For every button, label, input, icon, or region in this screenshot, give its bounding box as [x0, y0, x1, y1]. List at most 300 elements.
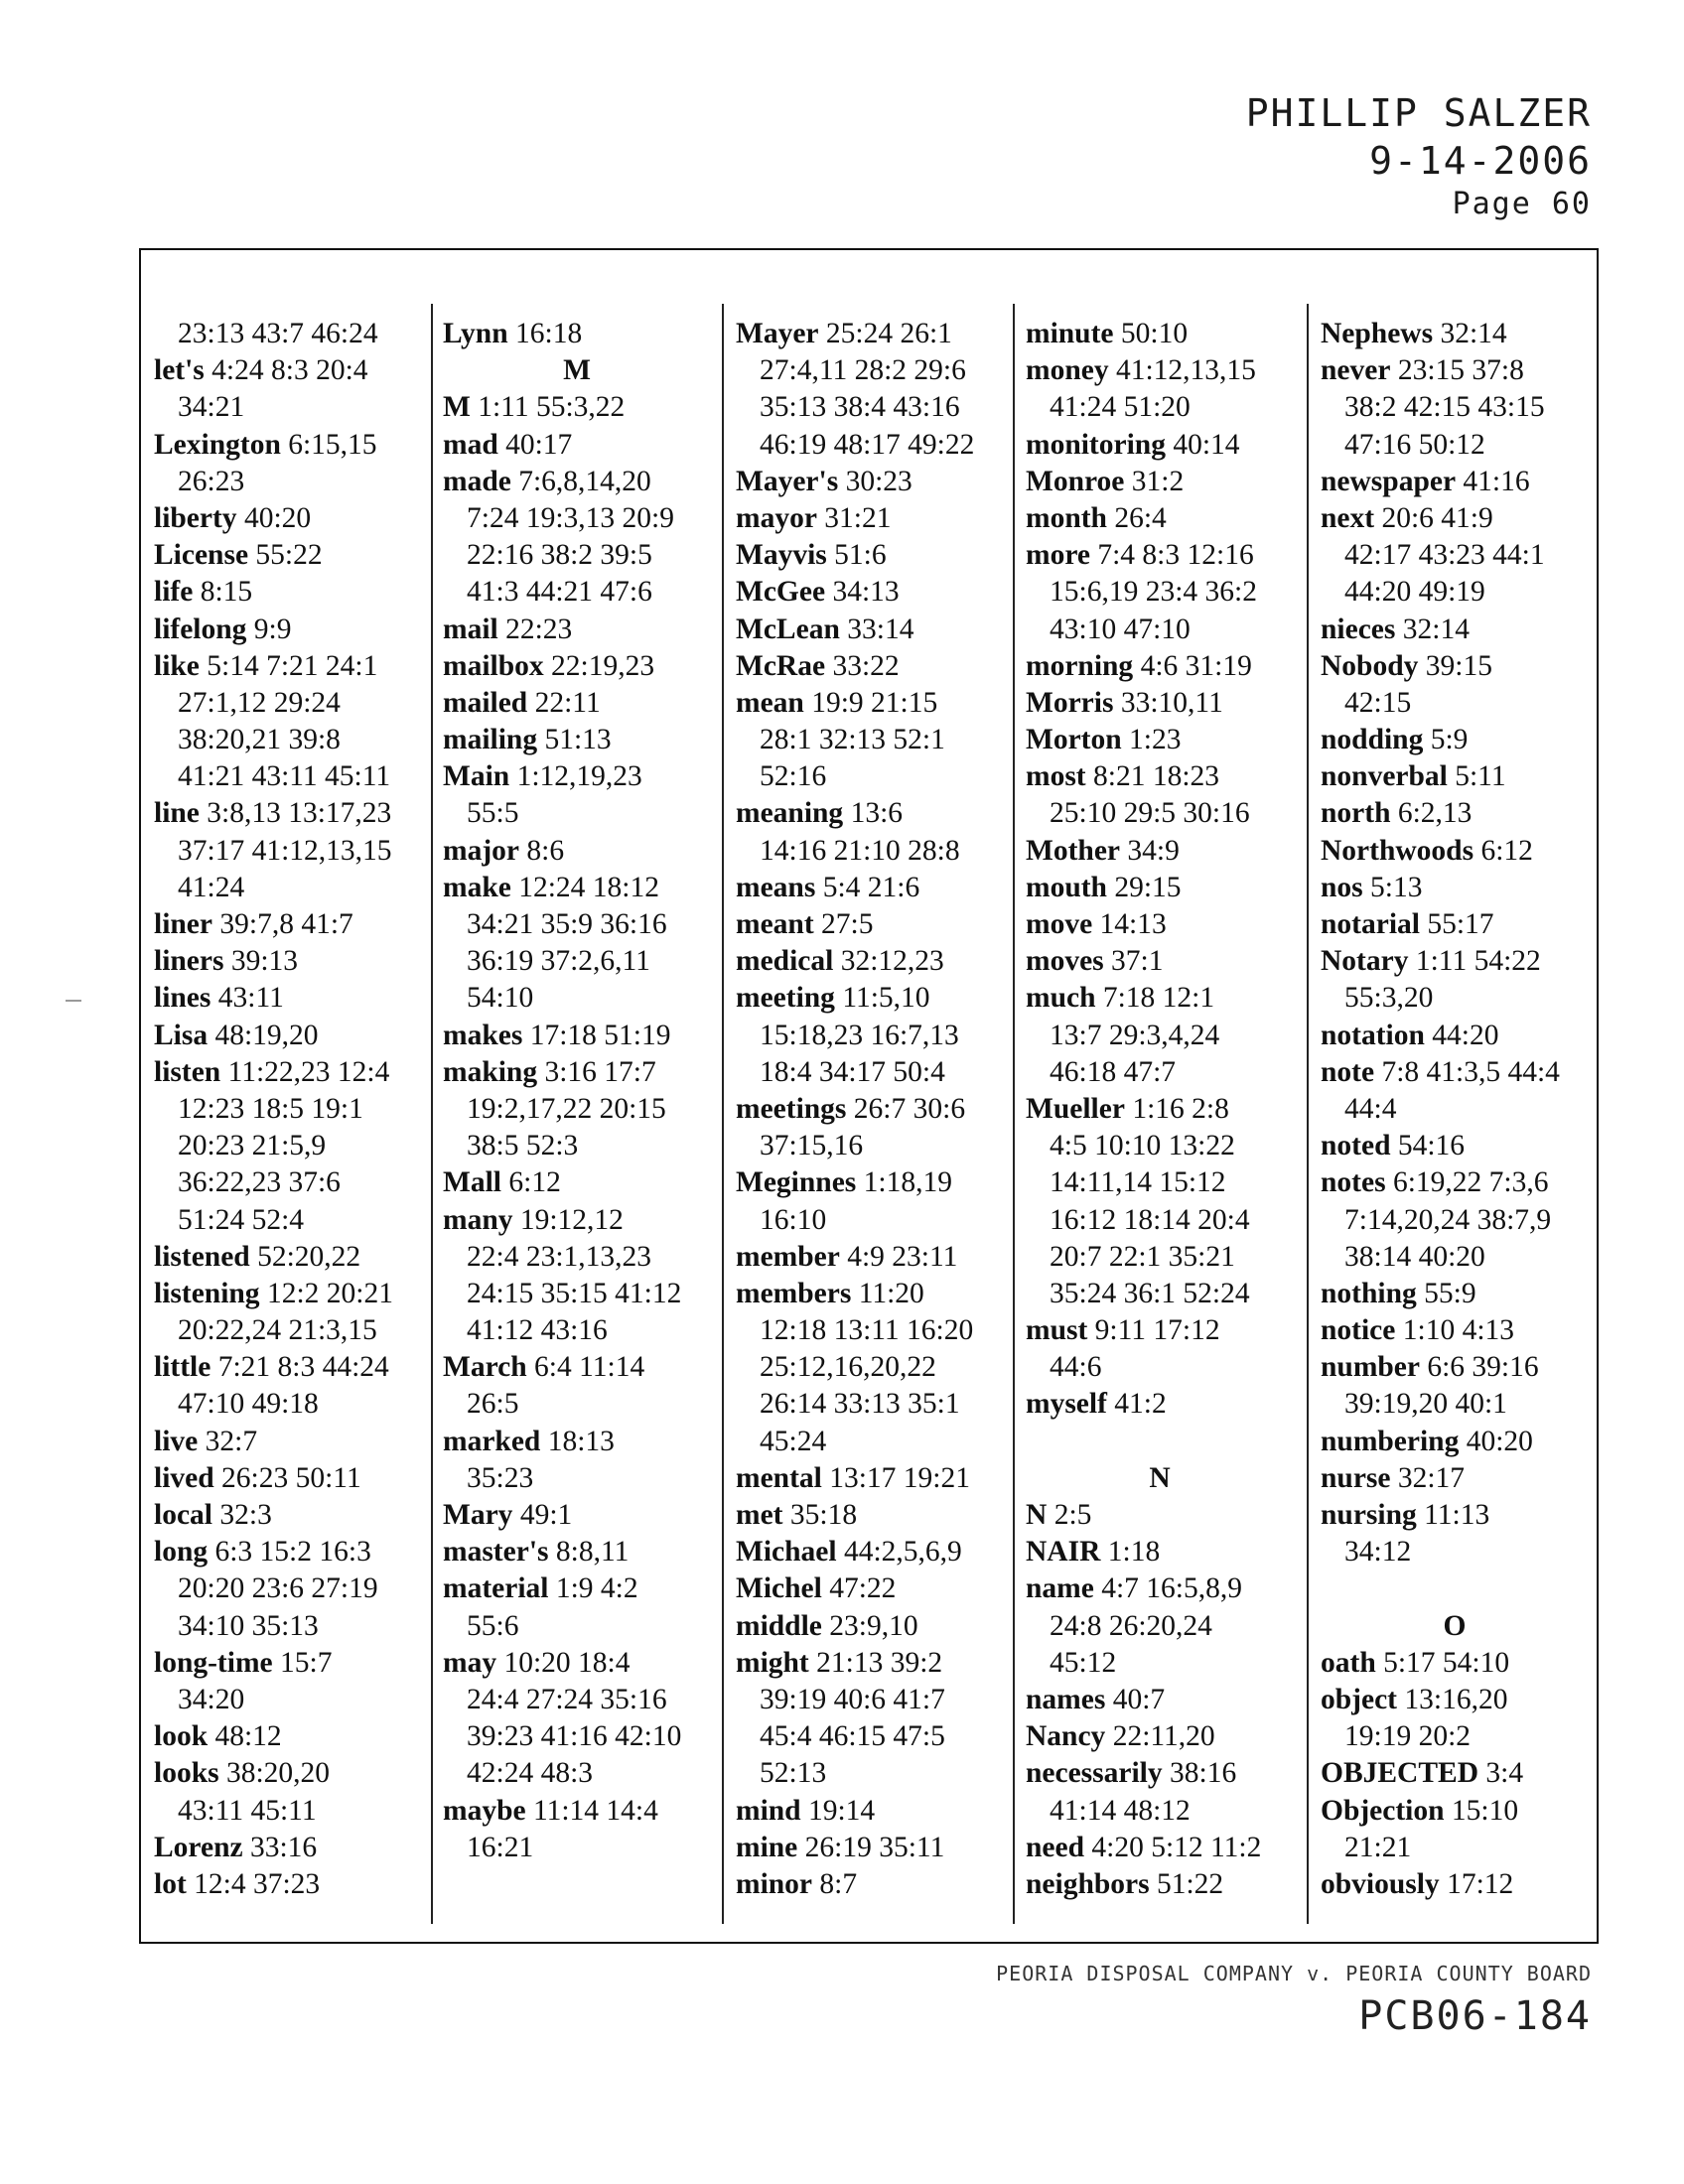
page-line-refs: 12:24 18:12 — [518, 871, 659, 903]
page-line-refs: 13:7 29:3,4,24 — [1050, 1019, 1220, 1051]
page-line-refs: 22:16 38:2 39:5 — [467, 539, 652, 572]
page-line-refs: 16:21 — [467, 1831, 534, 1863]
index-word: may — [443, 1646, 497, 1679]
index-entry-continuation — [154, 316, 420, 352]
index-entry — [736, 1460, 1004, 1497]
index-word: makes — [443, 1019, 523, 1051]
index-entry-continuation — [443, 1128, 711, 1164]
index-word: meeting — [736, 982, 835, 1015]
index-entry — [154, 1718, 420, 1755]
index-entry — [736, 1164, 1004, 1201]
index-entry-continuation — [154, 1202, 420, 1239]
page-line-refs: 15:18,23 16:7,13 — [760, 1019, 959, 1051]
index-word: newspaper — [1321, 465, 1457, 497]
index-word: N — [1026, 1499, 1048, 1531]
page-line-refs: 35:13 38:4 43:16 — [760, 391, 960, 424]
index-entry — [154, 352, 420, 389]
index-entry-continuation — [443, 795, 711, 832]
index-word: moves — [1026, 945, 1104, 978]
index-entry — [736, 612, 1004, 648]
index-word: minute — [1026, 318, 1114, 349]
index-word: myself — [1026, 1388, 1107, 1421]
index-entry-continuation — [154, 1608, 420, 1645]
index-entry — [1321, 1312, 1589, 1349]
index-word: McGee — [736, 576, 826, 609]
page-line-refs: 30:23 — [845, 465, 912, 497]
index-entry-continuation — [736, 1718, 1004, 1755]
index-word: mind — [736, 1794, 801, 1827]
page-line-refs: 9:11 17:12 — [1094, 1314, 1220, 1347]
index-word: month — [1026, 501, 1107, 534]
index-entry — [1321, 906, 1589, 943]
index-word: notarial — [1321, 908, 1420, 940]
index-entry-continuation — [1321, 980, 1589, 1017]
index-word: Mayer's — [736, 465, 839, 497]
index-word: need — [1026, 1831, 1084, 1863]
index-word: mailbox — [443, 649, 544, 682]
index-column-1 — [154, 316, 420, 1903]
index-word: object — [1321, 1683, 1397, 1715]
index-word: name — [1026, 1572, 1094, 1605]
index-column-3 — [736, 316, 1004, 1903]
page-line-refs: 43:10 47:10 — [1050, 613, 1191, 645]
index-entry-continuation — [1321, 427, 1589, 464]
page-line-refs: 14:16 21:10 28:8 — [760, 834, 960, 867]
index-entry-continuation — [443, 1276, 711, 1312]
page-line-refs: 8:7 — [819, 1867, 858, 1900]
index-entry — [1026, 1497, 1294, 1534]
page-line-refs: 5:13 — [1370, 871, 1423, 903]
index-entry — [443, 648, 711, 685]
index-entry — [1321, 722, 1589, 758]
index-entry — [1026, 427, 1294, 464]
index-entry-continuation — [736, 1128, 1004, 1164]
index-entry-continuation — [736, 1202, 1004, 1239]
page-line-refs: 19:9 21:15 — [811, 686, 938, 719]
page-line-refs: 2:5 — [1053, 1499, 1092, 1531]
index-entry — [1321, 1460, 1589, 1497]
page-line-refs: 10:20 18:4 — [503, 1646, 631, 1679]
page-line-refs: 1:9 4:2 — [555, 1572, 638, 1605]
index-word: names — [1026, 1683, 1106, 1715]
page-line-refs: 42:17 43:23 44:1 — [1344, 539, 1545, 572]
index-entry-continuation — [1026, 1202, 1294, 1239]
index-entry-continuation — [1321, 1718, 1589, 1755]
index-word: Nancy — [1026, 1720, 1106, 1753]
page-line-refs: 40:20 — [1466, 1425, 1533, 1457]
index-entry-continuation — [736, 1424, 1004, 1460]
page-line-refs: 34:10 35:13 — [178, 1609, 319, 1642]
page-line-refs: 46:19 48:17 49:22 — [760, 428, 975, 461]
index-entry — [1321, 758, 1589, 795]
index-word: nothing — [1321, 1277, 1417, 1309]
page-line-refs: 12:4 37:23 — [194, 1867, 321, 1900]
index-entry — [1321, 500, 1589, 537]
index-entry-continuation — [154, 1386, 420, 1423]
page-line-refs: 5:14 7:21 24:1 — [207, 649, 378, 682]
index-entry-continuation — [154, 1312, 420, 1349]
index-entry — [736, 980, 1004, 1017]
index-word: nos — [1321, 871, 1363, 903]
index-entry — [736, 1534, 1004, 1570]
page-line-refs: 26:4 — [1114, 501, 1167, 534]
page-line-refs: 6:2,13 — [1397, 797, 1473, 830]
index-entry — [736, 870, 1004, 906]
page-line-refs: 46:18 47:7 — [1050, 1055, 1177, 1088]
index-entry — [1321, 464, 1589, 500]
page-line-refs: 20:20 23:6 27:19 — [178, 1572, 378, 1605]
index-entry — [154, 980, 420, 1017]
index-word: minor — [736, 1867, 813, 1900]
index-word: nieces — [1321, 613, 1396, 645]
page-line-refs: 8:15 — [200, 576, 253, 609]
index-entry-continuation — [736, 1312, 1004, 1349]
index-word: live — [154, 1425, 199, 1457]
index-entry — [736, 1866, 1004, 1903]
index-entry-continuation — [443, 1460, 711, 1497]
index-entry — [154, 500, 420, 537]
page-line-refs: 1:11 54:22 — [1415, 945, 1541, 978]
section-letter: M — [563, 354, 591, 387]
index-word: mental — [736, 1461, 822, 1494]
index-word: mayor — [736, 501, 817, 534]
index-entry — [154, 1866, 420, 1903]
index-entry — [1026, 870, 1294, 906]
page-line-refs: 47:22 — [829, 1572, 897, 1605]
page-line-refs: 43:11 — [217, 982, 284, 1015]
page-line-refs: 11:13 — [1424, 1499, 1490, 1531]
index-word: notes — [1321, 1166, 1386, 1199]
page-line-refs: 32:7 — [205, 1425, 258, 1457]
page-line-refs: 54:10 — [467, 982, 534, 1015]
column-divider — [431, 304, 433, 1924]
page-line-refs: 48:12 — [214, 1720, 282, 1753]
index-word: Michel — [736, 1572, 822, 1605]
page-line-refs: 38:14 40:20 — [1344, 1240, 1485, 1273]
index-entry — [736, 1276, 1004, 1312]
page-line-refs: 45:4 46:15 47:5 — [760, 1720, 945, 1753]
page-line-refs: 19:12,12 — [519, 1203, 624, 1236]
index-word: Mother — [1026, 834, 1121, 867]
page-line-refs: 26:14 33:13 35:1 — [760, 1388, 960, 1421]
page-line-refs: 7:6,8,14,20 — [518, 465, 651, 497]
index-entry — [736, 1830, 1004, 1866]
page-line-refs: 25:12,16,20,22 — [760, 1351, 936, 1384]
index-word: members — [736, 1277, 852, 1309]
index-entry-continuation — [154, 1793, 420, 1830]
index-entry-continuation — [443, 906, 711, 943]
page-line-refs: 5:4 21:6 — [822, 871, 920, 903]
index-entry — [443, 1793, 711, 1830]
page-line-refs: 18:4 34:17 50:4 — [760, 1055, 945, 1088]
index-word: monitoring — [1026, 428, 1166, 461]
page-line-refs: 19:19 20:2 — [1344, 1720, 1472, 1753]
index-entry-continuation — [443, 1091, 711, 1128]
index-entry — [736, 648, 1004, 685]
column-divider — [722, 304, 724, 1924]
index-entry — [736, 685, 1004, 722]
page-line-refs: 22:19,23 — [551, 649, 655, 682]
index-entry — [1321, 943, 1589, 980]
index-entry — [1321, 1793, 1589, 1830]
index-entry — [1026, 685, 1294, 722]
index-word: met — [736, 1499, 783, 1531]
index-entry — [1321, 352, 1589, 389]
page-line-refs: 21:13 39:2 — [816, 1646, 943, 1679]
index-word: major — [443, 834, 519, 867]
deposition-date: 9-14-2006 — [1369, 139, 1592, 183]
page-line-refs: 47:16 50:12 — [1344, 428, 1485, 461]
index-entry-continuation — [154, 1091, 420, 1128]
page-line-refs: 32:3 — [219, 1499, 272, 1531]
index-entry-continuation — [443, 1312, 711, 1349]
page-line-refs: 37:17 41:12,13,15 — [178, 834, 392, 867]
page-line-refs: 7:14,20,24 38:7,9 — [1344, 1203, 1552, 1236]
index-entry — [1026, 1718, 1294, 1755]
index-entry-continuation — [736, 722, 1004, 758]
index-word: Notary — [1321, 945, 1409, 978]
index-word: notation — [1321, 1019, 1425, 1051]
index-entry — [154, 1276, 420, 1312]
index-entry-continuation — [736, 389, 1004, 426]
index-entry — [1321, 1424, 1589, 1460]
index-entry-continuation — [1026, 1276, 1294, 1312]
index-entry — [1026, 943, 1294, 980]
index-entry — [1026, 1682, 1294, 1718]
index-entry-continuation — [1026, 1018, 1294, 1054]
page-line-refs: 16:12 18:14 20:4 — [1050, 1203, 1250, 1236]
page-line-refs: 41:2 — [1114, 1388, 1167, 1421]
index-word: liners — [154, 945, 224, 978]
index-entry-continuation — [736, 352, 1004, 389]
index-entry — [154, 1755, 420, 1792]
page-line-refs: 3:8,13 13:17,23 — [207, 797, 392, 830]
index-entry — [1321, 1128, 1589, 1164]
index-entry — [1026, 833, 1294, 870]
page-line-refs: 55:5 — [467, 797, 519, 830]
page-line-refs: 35:23 — [467, 1461, 534, 1494]
page-line-refs: 11:5,10 — [842, 982, 930, 1015]
index-entry — [1321, 316, 1589, 352]
index-word: line — [154, 797, 200, 830]
index-word: License — [154, 539, 249, 572]
page-line-refs: 34:20 — [178, 1683, 245, 1715]
page-line-refs: 6:3 15:2 16:3 — [214, 1536, 371, 1569]
index-word: money — [1026, 354, 1109, 387]
index-entry — [1026, 1570, 1294, 1607]
index-word: meant — [736, 908, 814, 940]
index-entry — [443, 464, 711, 500]
page-line-refs: 48:19,20 — [214, 1019, 319, 1051]
index-word: medical — [736, 945, 834, 978]
index-word: nurse — [1321, 1461, 1391, 1494]
index-entry — [1321, 1164, 1589, 1201]
index-word: listen — [154, 1055, 221, 1088]
page-line-refs: 14:11,14 15:12 — [1050, 1166, 1226, 1199]
page-line-refs: 24:8 26:20,24 — [1050, 1609, 1212, 1642]
index-word: mail — [443, 613, 498, 645]
page-line-refs: 1:16 2:8 — [1132, 1092, 1229, 1125]
page-line-refs: 7:24 19:3,13 20:9 — [467, 501, 674, 534]
index-entry-continuation — [443, 1239, 711, 1276]
index-entry — [1321, 1682, 1589, 1718]
index-entry — [154, 1349, 420, 1386]
index-entry — [443, 722, 711, 758]
page-line-refs: 39:13 — [230, 945, 299, 978]
index-entry-continuation — [154, 722, 420, 758]
index-word: maybe — [443, 1794, 526, 1827]
index-word: OBJECTED — [1321, 1757, 1479, 1790]
index-word: number — [1321, 1351, 1420, 1384]
index-entry — [154, 537, 420, 574]
index-entry-continuation — [736, 1018, 1004, 1054]
page-line-refs: 38:5 52:3 — [467, 1130, 579, 1162]
index-word: many — [443, 1203, 513, 1236]
page-line-refs: 51:24 52:4 — [178, 1203, 305, 1236]
page-line-refs: 3:16 17:7 — [544, 1055, 656, 1088]
index-word: NAIR — [1026, 1536, 1101, 1569]
page-line-refs: 13:6 — [850, 797, 904, 830]
page-line-refs: 50:10 — [1120, 318, 1189, 349]
index-column-5 — [1321, 316, 1589, 1903]
index-word: much — [1026, 982, 1096, 1015]
section-letter: N — [1149, 1461, 1171, 1494]
page-line-refs: 7:8 41:3,5 44:4 — [1381, 1055, 1560, 1088]
page-line-refs: 8:21 18:23 — [1093, 760, 1220, 793]
index-word: means — [736, 871, 816, 903]
index-entry-continuation — [154, 685, 420, 722]
index-word: next — [1321, 501, 1375, 534]
index-entry — [443, 1202, 711, 1239]
index-word: made — [443, 465, 511, 497]
page-line-refs: 23:9,10 — [829, 1609, 918, 1642]
page-line-refs: 20:22,24 21:3,15 — [178, 1314, 377, 1347]
page-line-refs: 55:22 — [255, 539, 323, 572]
index-word: McRae — [736, 649, 826, 682]
index-entry-continuation — [1321, 574, 1589, 611]
page-line-refs: 26:23 50:11 — [221, 1461, 361, 1494]
index-entry — [154, 612, 420, 648]
index-word: like — [154, 649, 200, 682]
index-entry — [154, 427, 420, 464]
index-entry — [154, 1534, 420, 1570]
index-entry — [1321, 1866, 1589, 1903]
index-word: nonverbal — [1321, 760, 1448, 793]
index-word: Nobody — [1321, 649, 1419, 682]
blank-line — [1026, 1424, 1294, 1460]
index-word: lifelong — [154, 613, 247, 645]
page-line-refs: 26:7 30:6 — [853, 1092, 966, 1125]
index-entry-continuation — [1026, 1164, 1294, 1201]
page-line-refs: 44:20 — [1432, 1019, 1499, 1051]
index-entry — [1321, 1054, 1589, 1091]
index-entry — [736, 1497, 1004, 1534]
index-entry — [736, 1608, 1004, 1645]
page-line-refs: 55:6 — [467, 1609, 519, 1642]
index-word: material — [443, 1572, 549, 1605]
index-entry-continuation — [736, 427, 1004, 464]
index-entry — [443, 1018, 711, 1054]
index-entry-continuation — [443, 943, 711, 980]
page-line-refs: 41:12 43:16 — [467, 1314, 608, 1347]
page-line-refs: 38:20,21 39:8 — [178, 724, 341, 756]
index-entry — [443, 389, 711, 426]
page-line-refs: 36:19 37:2,6,11 — [467, 945, 650, 978]
index-entry — [1026, 648, 1294, 685]
page-line-refs: 55:9 — [1424, 1277, 1476, 1309]
index-word: necessarily — [1026, 1757, 1163, 1790]
index-entry — [154, 1018, 420, 1054]
index-word: lived — [154, 1461, 214, 1494]
index-word: making — [443, 1055, 538, 1088]
page-line-refs: 6:12 — [1480, 834, 1533, 867]
index-entry-continuation — [154, 1682, 420, 1718]
index-entry — [736, 574, 1004, 611]
index-entry — [154, 795, 420, 832]
index-entry — [1321, 833, 1589, 870]
page-line-refs: 23:13 43:7 46:24 — [178, 318, 378, 349]
page-line-refs: 45:24 — [760, 1425, 827, 1457]
index-word: marked — [443, 1425, 541, 1457]
page-line-refs: 1:23 — [1129, 724, 1182, 756]
index-entry-continuation — [154, 870, 420, 906]
page-line-refs: 42:15 — [1344, 686, 1412, 719]
page-line-refs: 19:2,17,22 20:15 — [467, 1092, 666, 1125]
index-word: never — [1321, 354, 1391, 387]
index-entry-continuation — [154, 1570, 420, 1607]
page-line-refs: 27:4,11 28:2 29:6 — [760, 354, 966, 387]
page-line-refs: 31:21 — [824, 501, 892, 534]
page-line-refs: 24:15 35:15 41:12 — [467, 1277, 682, 1309]
witness-name: PHILLIP SALZER — [1245, 91, 1592, 135]
page-line-refs: 11:14 14:4 — [532, 1794, 658, 1827]
index-entry-continuation — [1026, 1645, 1294, 1682]
index-entry — [443, 1570, 711, 1607]
page-line-refs: 44:20 49:19 — [1344, 576, 1485, 609]
page-line-refs: 38:2 42:15 43:15 — [1344, 391, 1545, 424]
index-word: life — [154, 576, 194, 609]
index-word: listening — [154, 1277, 260, 1309]
index-column-2 — [443, 316, 711, 1866]
index-entry-continuation — [443, 537, 711, 574]
index-entry-continuation — [154, 758, 420, 795]
page-line-refs: 47:10 49:18 — [178, 1388, 319, 1421]
page-line-refs: 52:20,22 — [257, 1240, 361, 1273]
page-line-refs: 6:19,22 7:3,6 — [1392, 1166, 1549, 1199]
page-line-refs: 8:8,11 — [555, 1536, 630, 1569]
index-entry-continuation — [443, 1608, 711, 1645]
page-line-refs: 33:16 — [249, 1831, 318, 1863]
section-letter: O — [1443, 1609, 1467, 1642]
index-entry — [443, 427, 711, 464]
page-line-refs: 1:18,19 — [863, 1166, 952, 1199]
page-line-refs: 15:7 — [280, 1646, 333, 1679]
index-word: move — [1026, 908, 1093, 940]
index-entry — [154, 1830, 420, 1866]
index-entry — [736, 316, 1004, 352]
index-entry — [154, 1645, 420, 1682]
page-line-refs: 36:22,23 37:6 — [178, 1166, 341, 1199]
index-entry-continuation — [1321, 685, 1589, 722]
index-entry — [1026, 1534, 1294, 1570]
page-line-refs: 7:21 8:3 44:24 — [217, 1351, 389, 1384]
page-line-refs: 55:3,20 — [1344, 982, 1434, 1015]
index-entry — [1321, 870, 1589, 906]
page-line-refs: 11:22,23 12:4 — [227, 1055, 390, 1088]
index-word: notice — [1321, 1314, 1396, 1347]
page-line-refs: 18:13 — [547, 1425, 615, 1457]
index-entry-continuation — [154, 464, 420, 500]
